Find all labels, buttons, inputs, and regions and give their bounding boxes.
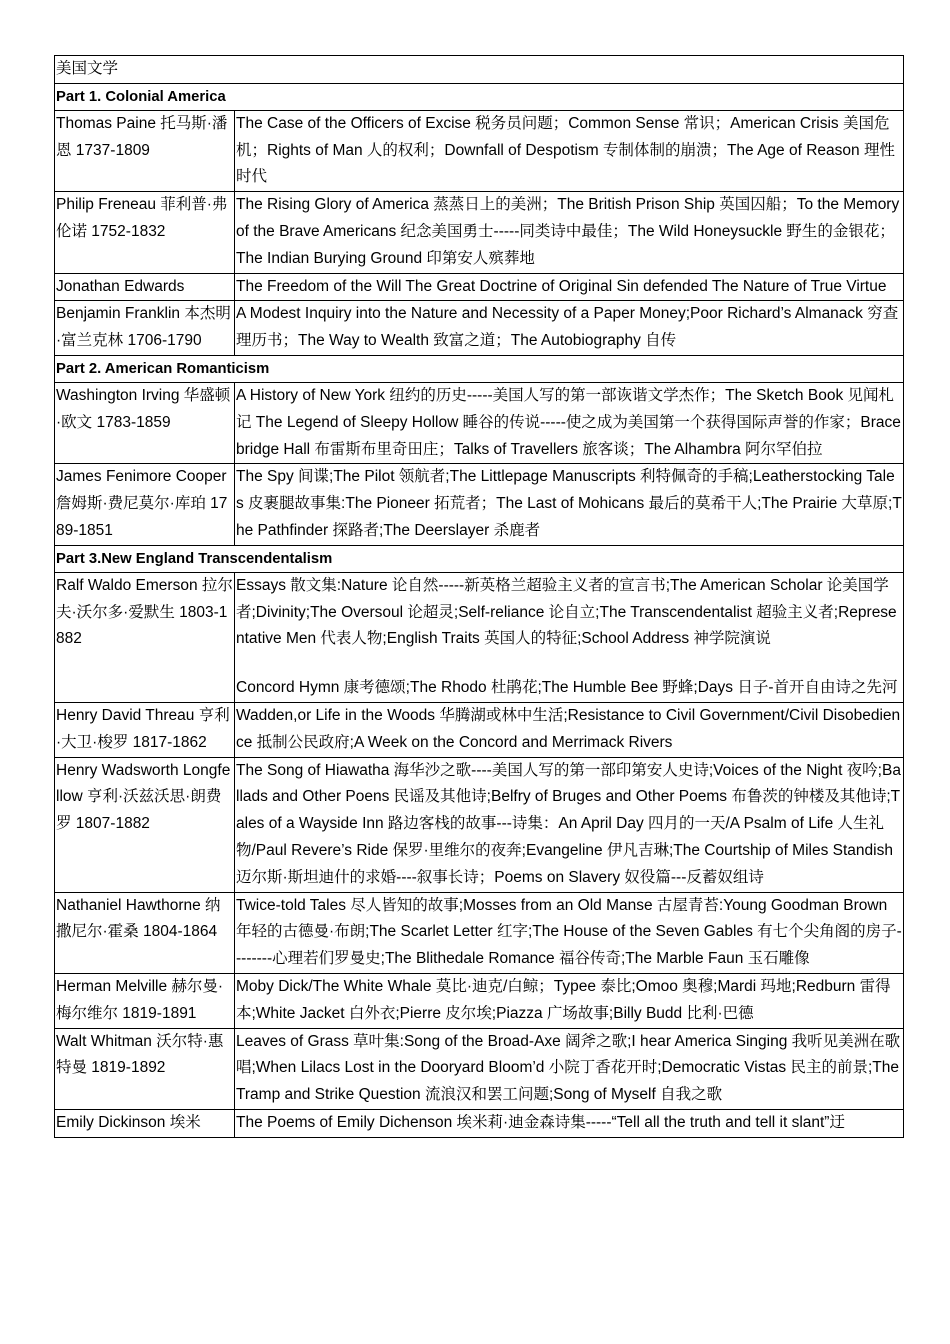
works-cell: The Spy 间谍;The Pilot 领航者;The Littlepage Manuscripts 利特佩奇的手稿;Leatherstocking Tales 皮裹腿故事集:The Pioneer 拓荒者；The Last of Mohicans 最后的莫希干人;The Prairie 大草原;The Pathfinder 探路者;The Deerslayer 杀鹿者 bbox=[235, 464, 904, 545]
section-heading: Part 3.New England Transcendentalism bbox=[55, 545, 904, 572]
table-row bbox=[55, 110, 904, 191]
author-cell: Philip Freneau 菲利普·弗伦诺 1752-1832 bbox=[55, 192, 235, 273]
table-title: 美国文学 bbox=[55, 56, 904, 84]
table-row bbox=[55, 1109, 904, 1137]
table-row bbox=[55, 702, 904, 757]
author-cell: Nathaniel Hawthorne 纳撒尼尔·霍桑 1804-1864 bbox=[55, 892, 235, 973]
works-cell: A History of New York 纽约的历史-----美国人写的第一部诙谐文学杰作；The Sketch Book 见闻札记 The Legend of Sleepy Hollow 睡谷的传说-----使之成为美国第一个获得国际声誉的作家；Bracebridge Hall 布雷斯布里奇田庄；Talks of Travellers 旅客谈；The Alhambra 阿尔罕伯拉 bbox=[235, 382, 904, 463]
works-cell: Twice-told Tales 尽人皆知的故事;Mosses from an Old Manse 古屋青苔:Young Goodman Brown 年轻的古德曼·布朗;The Scarlet Letter 红字;The House of the Seven Gables 有七个尖角阁的房子--------心理若们罗曼史;The Blithedale Romance 福谷传奇;The Marble Faun 玉石雕像 bbox=[235, 892, 904, 973]
author-cell: Benjamin Franklin 本杰明·富兰克林 1706-1790 bbox=[55, 301, 235, 356]
table-row bbox=[55, 973, 904, 1028]
table-row bbox=[55, 892, 904, 973]
author-cell: Emily Dickinson 埃米 bbox=[55, 1109, 235, 1137]
table-row bbox=[55, 192, 904, 273]
section-heading: Part 2. American Romanticism bbox=[55, 355, 904, 382]
works-cell: The Freedom of the Will The Great Doctrine of Original Sin defended The Nature of True Virtue bbox=[235, 273, 904, 301]
author-cell: Henry David Threau 亨利·大卫·梭罗 1817-1862 bbox=[55, 702, 235, 757]
author-cell: Ralf Waldo Emerson 拉尔夫·沃尔多·爱默生 1803-1882 bbox=[55, 572, 235, 702]
works-cell: The Poems of Emily Dichenson 埃米莉·迪金森诗集-----“Tell all the truth and tell it slant”迂 bbox=[235, 1109, 904, 1137]
table-row bbox=[55, 1028, 904, 1109]
works-cell: Leaves of Grass 草叶集:Song of the Broad-Axe 阔斧之歌;I hear America Singing 我听见美洲在歌唱;When Lilacs Lost in the Dooryard Bloom’d 小院丁香花开时;Democratic Vistas 民主的前景;The Tramp and Strike Question 流浪汉和罢工问题;Song of Myself 自我之歌 bbox=[235, 1028, 904, 1109]
works-cell: Moby Dick/The White Whale 莫比·迪克/白鲸；Typee 泰比;Omoo 奥穆;Mardi 玛地;Redburn 雷得本;White Jacket 白外衣;Pierre 皮尔埃;Piazza 广场故事;Billy Budd 比利·巴德 bbox=[235, 973, 904, 1028]
author-cell: Walt Whitman 沃尔特·惠特曼 1819-1892 bbox=[55, 1028, 235, 1109]
author-cell: Henry Wadsworth Longfellow 亨利·沃兹沃思·朗费罗 1807-1882 bbox=[55, 757, 235, 892]
table-row bbox=[55, 382, 904, 463]
works-cell: The Song of Hiawatha 海华沙之歌----美国人写的第一部印第安人史诗;Voices of the Night 夜吟;Ballads and Other Poens 民谣及其他诗;Belfry of Bruges and Other Poems 布鲁茨的钟楼及其他诗;Tales of a Wayside Inn 路边客栈的故事---诗集：An April Day 四月的一天/A Psalm of Life 人生礼物/Paul Revere’s Ride 保罗·里维尔的夜奔;Evangeline 伊凡吉琳;The Courtship of Miles Standish 迈尔斯·斯坦迪什的求婚----叙事长诗；Poems on Slavery 奴役篇---反蓄奴组诗 bbox=[235, 757, 904, 892]
table-row bbox=[55, 464, 904, 545]
author-cell: Jonathan Edwards bbox=[55, 273, 235, 301]
section-heading-row bbox=[55, 545, 904, 572]
works-text-extra: Concord Hymn 康考德颂;The Rhodo 杜鹃花;The Humble Bee 野蜂;Days 日子-首开自由诗之先河 bbox=[236, 679, 898, 697]
works-cell bbox=[235, 572, 904, 702]
table-row bbox=[55, 273, 904, 301]
table-row bbox=[55, 757, 904, 892]
works-cell: A Modest Inquiry into the Nature and Necessity of a Paper Money;Poor Richard’s Almanack 穷查理历书；The Way to Wealth 致富之道；The Autobiography 自传 bbox=[235, 301, 904, 356]
works-text: Essays 散文集:Nature 论自然-----新英格兰超验主义者的宣言书;The American Scholar 论美国学者;Divinity;The Oversoul 论超灵;Self-reliance 论自立;The Transcendentalist 超验主义者;Representative Men 代表人物;English Traits 英国人的特征;School Address 神学院演说 bbox=[236, 576, 897, 648]
works-cell: Wadden,or Life in the Woods 华腾湖或林中生活;Resistance to Civil Government/Civil Disobedience 抵制公民政府;A Week on the Concord and Merrimack Rivers bbox=[235, 702, 904, 757]
section-heading: Part 1. Colonial America bbox=[55, 83, 904, 110]
works-cell: The Case of the Officers of Excise 税务员问题；Common Sense 常识；American Crisis 美国危机；Rights of Man 人的权利；Downfall of Despotism 专制体制的崩溃；The Age of Reason 理性时代 bbox=[235, 110, 904, 191]
works-cell: The Rising Glory of America 蒸蒸日上的美洲；The British Prison Ship 英国囚船；To the Memory of the Brave Americans 纪念美国勇士-----同类诗中最佳；The Wild Honeysuckle 野生的金银花；The Indian Burying Ground 印第安人殡葬地 bbox=[235, 192, 904, 273]
section-heading-row bbox=[55, 83, 904, 110]
author-cell: Herman Melville 赫尔曼·梅尔维尔 1819-1891 bbox=[55, 973, 235, 1028]
table-row bbox=[55, 301, 904, 356]
title-row bbox=[55, 56, 904, 84]
author-cell: James Fenimore Cooper 詹姆斯·费尼莫尔·库珀 1789-1851 bbox=[55, 464, 235, 545]
table-row bbox=[55, 572, 904, 702]
paragraph-gap bbox=[236, 653, 902, 675]
author-cell: Thomas Paine 托马斯·潘恩 1737-1809 bbox=[55, 110, 235, 191]
author-cell: Washington Irving 华盛顿·欧文 1783-1859 bbox=[55, 382, 235, 463]
literature-table bbox=[54, 55, 904, 1138]
section-heading-row bbox=[55, 355, 904, 382]
